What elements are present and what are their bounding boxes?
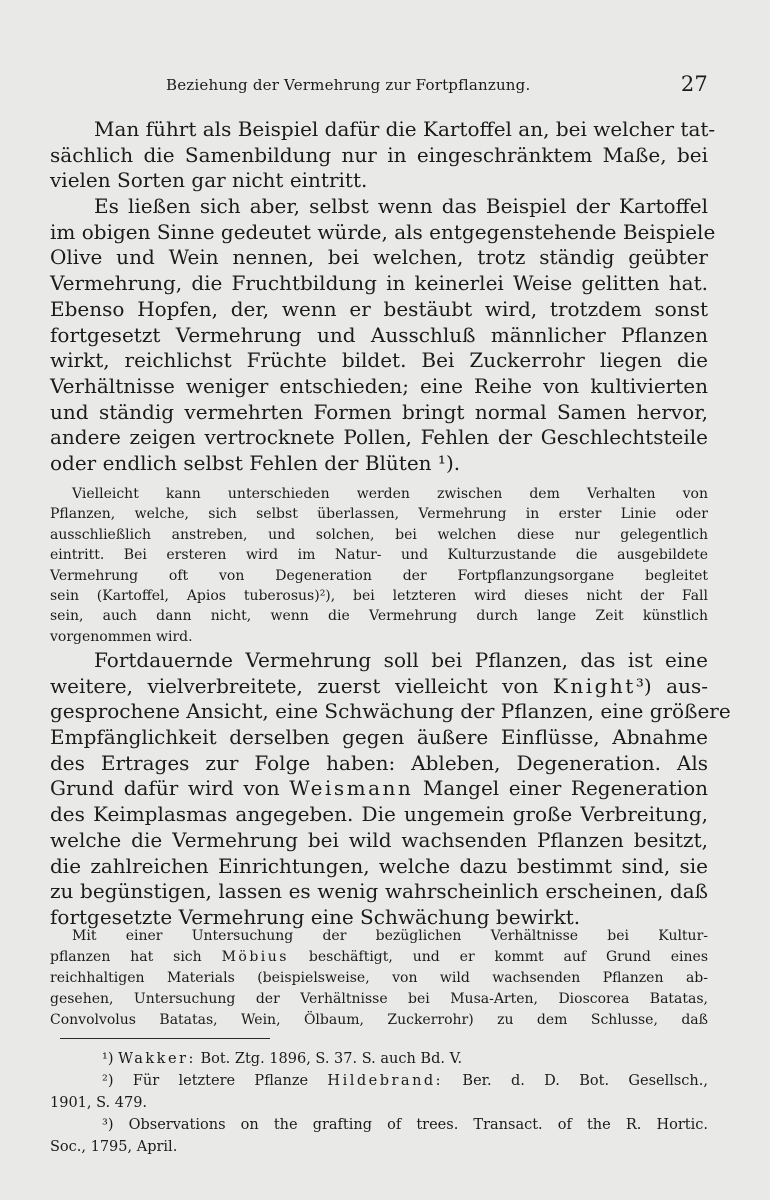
text-line: ausschließlich anstreben, und solchen, bei welchen diese nur gelegentlich	[50, 526, 708, 543]
page-header	[166, 74, 708, 100]
text-line: sächlich die Samenbildung nur in eingeschränktem Maße, bei	[50, 142, 708, 167]
author-name: Knight	[552, 673, 636, 698]
text-line: Vermehrung, die Fruchtbildung in keinerlei Weise gelitten hat.	[50, 271, 708, 296]
small-print-note	[50, 926, 708, 1031]
text-line: andere zeigen vertrocknete Pollen, Fehlen der Geschlechtsteile	[50, 425, 708, 450]
text-fragment: ³) aus-	[635, 673, 708, 698]
text-line: wirkt, reichlichst Früchte bildet. Bei Zuckerrohr liegen die	[50, 348, 708, 373]
author-name: Hildebrand:	[327, 1073, 444, 1089]
text-line: Vielleicht kann unterschieden werden zwischen dem Verhalten von	[72, 486, 708, 502]
text-fragment: Mangel einer Regeneration	[413, 776, 708, 801]
text-line: sein, auch dann nicht, wenn die Vermehrung durch lange Zeit künstlich	[50, 608, 708, 625]
footnote-separator	[60, 1038, 270, 1039]
text-fragment: Bot. Ztg. 1896, S. 37. S. auch Bd. V.	[195, 1051, 463, 1067]
text-line: im obigen Sinne gedeutet würde, als entgegenstehende Beispiele	[50, 219, 716, 244]
text-line: Es ließen sich aber, selbst wenn das Beispiel der Kartoffel	[94, 194, 708, 219]
footnote-2	[50, 1070, 708, 1092]
text-line: zu begünstigen, lassen es wenig wahrscheinlich erscheinen, daß	[50, 879, 708, 904]
footnotes	[50, 1048, 708, 1158]
text-line: gesehen, Untersuchung der Verhältnisse bei Musa-Arten, Dioscorea Batatas,	[50, 991, 708, 1007]
text-line: gesprochene Ansicht, eine Schwächung der Pflanzen, eine größere	[50, 699, 731, 724]
text-line	[50, 776, 708, 802]
text-fragment: beschäftigt, und er kommt auf Grund eines	[288, 949, 709, 965]
text-line: des Keimplasmas angegeben. Die ungemein große Verbreitung,	[50, 802, 708, 827]
text-line: Man führt als Beispiel dafür die Kartoffel an, bei welcher tat-	[94, 117, 716, 141]
small-print-note	[50, 484, 708, 647]
text-line: Verhältnisse weniger entschieden; eine Reihe von kultivierten	[50, 373, 708, 398]
footnote-marker: ¹)	[102, 1051, 119, 1067]
text-line: eintritt. Bei ersteren wird im Natur- und Kulturzustande die ausgebildete	[50, 547, 708, 564]
body-text	[50, 648, 731, 931]
text-line: Olive und Wein nennen, bei welchen, trotz ständig geübter	[50, 245, 708, 270]
text-line: fortgesetzt Vermehrung und Ausschluß männlicher Pflanzen	[50, 322, 708, 347]
page-number: 27	[680, 72, 708, 96]
text-line: reichhaltigen Materials (beispielsweise, von wild wachsenden Pflanzen ab-	[50, 970, 708, 986]
body-text	[50, 117, 716, 477]
text-line: welche die Vermehrung bei wild wachsenden Pflanzen besitzt,	[50, 827, 708, 852]
text-line: sein (Kartoffel, Apios tuberosus)²), bei letzteren wird dieses nicht der Fall	[50, 587, 708, 604]
text-line: Ebenso Hopfen, der, wenn er bestäubt wird, trotzdem sonst	[50, 296, 708, 321]
running-title: Beziehung der Vermehrung zur Fortpflanzung.	[166, 76, 531, 94]
footnote-3-continuation: Soc., 1795, April.	[50, 1139, 178, 1155]
text-line: Vermehrung oft von Degeneration der Fortpflanzungsorgane begleitet	[50, 567, 708, 584]
text-line: Convolvolus Batatas, Wein, Ölbaum, Zuckerrohr) zu dem Schlusse, daß	[50, 1012, 708, 1028]
text-line: fortgesetzte Vermehrung eine Schwächung bewirkt.	[50, 904, 581, 929]
text-line: und ständig vermehrten Formen bringt normal Samen hervor,	[50, 399, 708, 424]
text-fragment: pflanzen hat sich	[50, 949, 222, 965]
footnote-1	[50, 1048, 708, 1070]
text-line: Fortdauernde Vermehrung soll bei Pflanzen, das ist eine	[94, 648, 708, 672]
footnote-2-continuation: 1901, S. 479.	[50, 1095, 148, 1111]
text-line: vielen Sorten gar nicht eintritt.	[50, 168, 368, 193]
text-line: oder endlich selbst Fehlen der Blüten ¹).	[50, 450, 461, 475]
text-fragment: weitere, vielverbreitete, zuerst vielleicht von	[50, 673, 553, 698]
footnote-3: ³) Observations on the grafting of trees. Transact. of the R. Hortic.	[102, 1117, 708, 1133]
text-fragment: Grund dafür wird von	[50, 776, 290, 801]
text-line: des Ertrages zur Folge haben: Ableben, Degeneration. Als	[50, 750, 708, 775]
text-line	[50, 674, 708, 700]
text-fragment: Ber. d. D. Bot. Gesellsch.,	[443, 1073, 708, 1089]
author-name: Wakker:	[118, 1051, 196, 1067]
author-name: Möbius	[221, 949, 289, 965]
text-line: Empfänglichkeit derselben gegen äußere Einflüsse, Abnahme	[50, 725, 708, 750]
text-line: Pflanzen, welche, sich selbst überlassen, Vermehrung in erster Linie oder	[50, 506, 708, 523]
text-line: Mit einer Untersuchung der bezüglichen Verhältnisse bei Kultur-	[72, 928, 708, 944]
text-line: vorgenommen wird.	[50, 628, 193, 645]
author-name: Weismann	[289, 776, 414, 801]
text-line: die zahlreichen Einrichtungen, welche dazu bestimmt sind, sie	[50, 853, 708, 878]
text-fragment: ²) Für letztere Pflanze	[102, 1073, 328, 1089]
text-line	[50, 947, 708, 968]
